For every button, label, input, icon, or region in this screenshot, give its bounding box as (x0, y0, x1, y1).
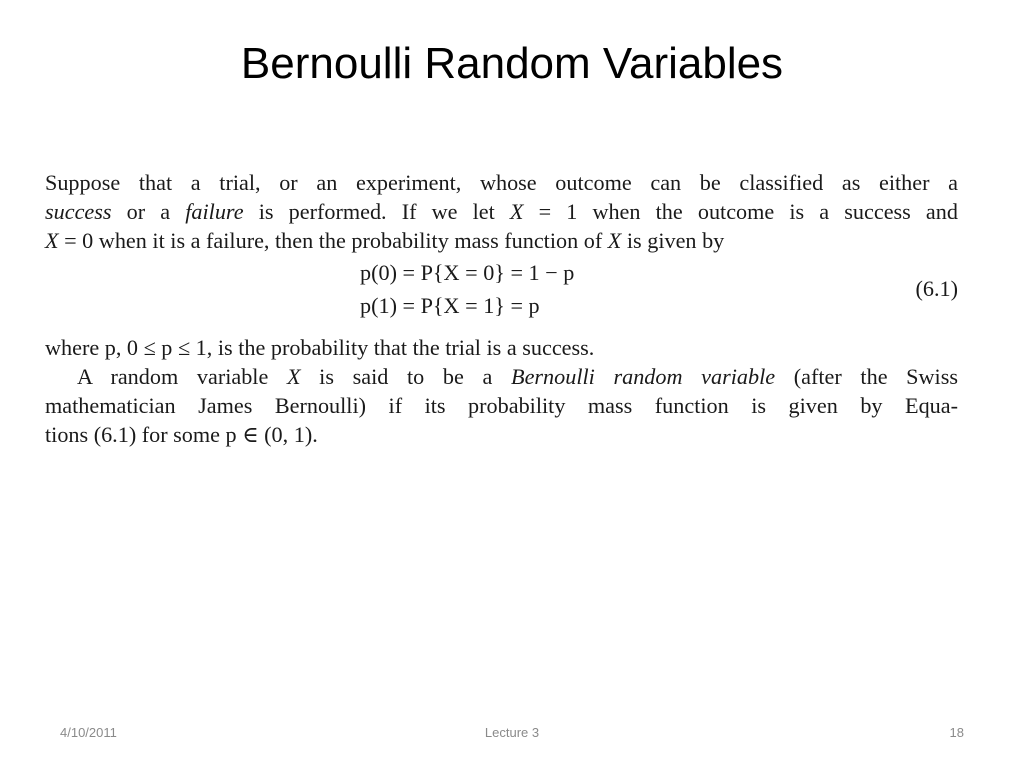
emphasis-success: success (45, 199, 112, 224)
emphasis-term: Bernoulli random variable (511, 364, 776, 389)
excerpt-line (45, 226, 958, 255)
footer-lecture: Lecture 3 (484, 725, 540, 740)
excerpt-line (45, 362, 958, 391)
equation-number: (6.1) (915, 276, 958, 301)
math-variable: X (286, 364, 301, 389)
paragraph-bernoulli-definition (45, 362, 958, 449)
excerpt-line (45, 197, 958, 226)
math-variable: X (45, 228, 59, 253)
equation-block (45, 257, 958, 329)
math-variable: X (607, 228, 622, 253)
text-run: = 1 when the outcome is a success and (523, 199, 958, 224)
footer-page-number: 18 (949, 725, 964, 740)
equation-p1: p(1) = P{X = 1} = p (360, 293, 540, 318)
excerpt-line: tions (6.1) for some p ∈ (0, 1). (45, 422, 318, 447)
text-run: (after the Swiss (775, 364, 958, 389)
emphasis-failure: failure (185, 199, 244, 224)
excerpt-line: where p, 0 ≤ p ≤ 1, is the probability that the trial is a success. (45, 335, 595, 360)
text-run: or a (111, 199, 186, 224)
excerpt-line: mathematician James Bernoulli) if its probability mass function is given by Equa- (45, 393, 958, 418)
text-run: = 0 when it is a failure, then the probability mass function of (58, 228, 608, 253)
text-run: is said to be a (300, 364, 512, 389)
excerpt-line: Suppose that a trial, or an experiment, whose outcome can be classified as either a (45, 170, 958, 195)
paragraph-where (45, 333, 958, 362)
slide-title: Bernoulli Random Variables (240, 39, 784, 88)
text-run: A random variable (77, 364, 287, 389)
math-variable: X (509, 199, 524, 224)
equation-p0: p(0) = P{X = 0} = 1 − p (360, 260, 575, 285)
text-run: is performed. If we let (243, 199, 510, 224)
text-run: is given by (621, 228, 725, 253)
textbook-excerpt (45, 168, 958, 449)
paragraph-definition-setup (45, 168, 958, 255)
footer-date: 4/10/2011 (60, 725, 117, 740)
